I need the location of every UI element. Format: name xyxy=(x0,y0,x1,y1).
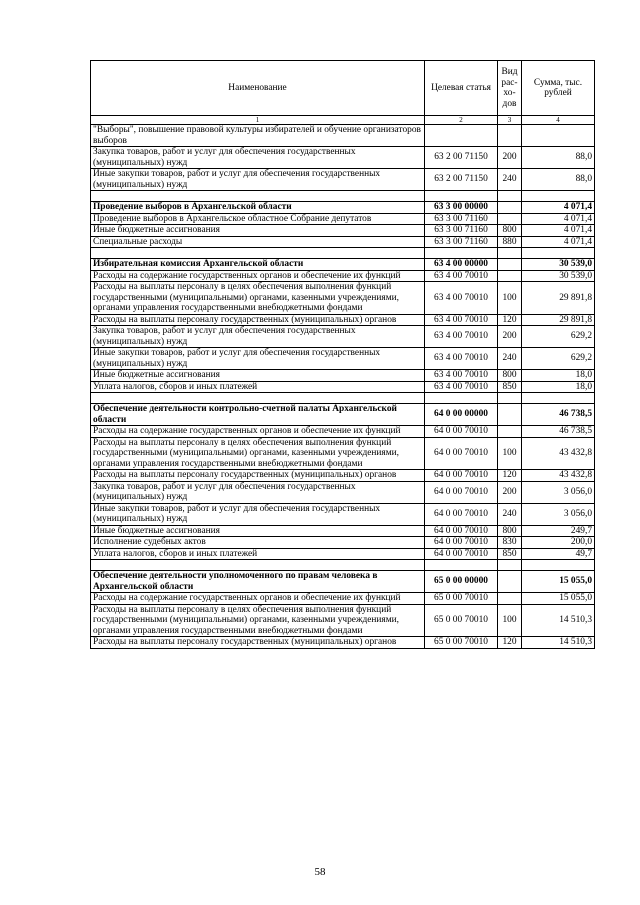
header-name: Наименование xyxy=(91,61,425,116)
cell-article: 64 0 00 70010 xyxy=(425,503,498,525)
column-number: 4 xyxy=(522,116,595,125)
table-row xyxy=(91,537,595,549)
cell-expense-type xyxy=(498,404,522,426)
cell-sum: 3 056,0 xyxy=(522,503,595,525)
section-row xyxy=(91,202,595,214)
empty-cell xyxy=(91,248,425,259)
table-row xyxy=(91,213,595,225)
cell-sum: 4 071,4 xyxy=(522,236,595,248)
empty-cell xyxy=(425,560,498,571)
cell-expense-type: 240 xyxy=(498,503,522,525)
table-row xyxy=(91,503,595,525)
cell-article: 63 2 00 71150 xyxy=(425,169,498,191)
cell-expense-type xyxy=(498,259,522,271)
cell-name: Расходы на содержание государственных органов и обеспечение их функций xyxy=(91,426,425,438)
cell-name: Иные бюджетные ассигнования xyxy=(91,525,425,537)
column-number-row xyxy=(91,116,595,125)
table-header-row xyxy=(91,61,595,116)
spacer-row xyxy=(91,191,595,202)
spacer-row xyxy=(91,248,595,259)
table-row xyxy=(91,169,595,191)
cell-expense-type: 880 xyxy=(498,236,522,248)
cell-sum: 15 055,0 xyxy=(522,571,595,593)
cell-name: Исполнение судебных актов xyxy=(91,537,425,549)
table-row xyxy=(91,548,595,560)
budget-table xyxy=(90,60,595,649)
cell-expense-type: 100 xyxy=(498,437,522,470)
table-row xyxy=(91,437,595,470)
empty-cell xyxy=(498,248,522,259)
spacer-row xyxy=(91,393,595,404)
column-number: 2 xyxy=(425,116,498,125)
cell-sum: 249,7 xyxy=(522,525,595,537)
empty-cell xyxy=(91,560,425,571)
cell-name: Обеспечение деятельности контрольно-счетной палаты Архангельской области xyxy=(91,404,425,426)
cell-sum: 29 891,8 xyxy=(522,282,595,315)
cell-sum: 4 071,4 xyxy=(522,225,595,237)
table-row xyxy=(91,270,595,282)
cell-expense-type xyxy=(498,125,522,147)
cell-name: Уплата налогов, сборов и иных платежей xyxy=(91,548,425,560)
cell-article: 64 0 00 70010 xyxy=(425,481,498,503)
empty-cell xyxy=(91,393,425,404)
cell-expense-type: 800 xyxy=(498,225,522,237)
cell-sum: 29 891,8 xyxy=(522,314,595,326)
cell-article: 64 0 00 70010 xyxy=(425,426,498,438)
cell-expense-type xyxy=(498,593,522,605)
cell-name: Иные закупки товаров, работ и услуг для обеспечения государственных (муниципальных) нужд xyxy=(91,348,425,370)
cell-name: Обеспечение деятельности уполномоченного по правам человека в Архангельской области xyxy=(91,571,425,593)
table-row xyxy=(91,381,595,393)
cell-expense-type: 200 xyxy=(498,326,522,348)
cell-name: Иные бюджетные ассигнования xyxy=(91,370,425,382)
cell-name: Расходы на выплаты персоналу государственных (муниципальных) органов xyxy=(91,470,425,482)
cell-name: Иные закупки товаров, работ и услуг для обеспечения государственных (муниципальных) нужд xyxy=(91,169,425,191)
table-row xyxy=(91,236,595,248)
column-number: 1 xyxy=(91,116,425,125)
cell-sum: 4 071,4 xyxy=(522,202,595,214)
cell-sum: 4 071,4 xyxy=(522,213,595,225)
cell-expense-type: 800 xyxy=(498,525,522,537)
cell-expense-type: 850 xyxy=(498,381,522,393)
table-row xyxy=(91,481,595,503)
table-row xyxy=(91,604,595,637)
empty-cell xyxy=(425,393,498,404)
cell-article: 63 4 00 70010 xyxy=(425,270,498,282)
cell-expense-type: 200 xyxy=(498,481,522,503)
cell-name: Расходы на содержание государственных органов и обеспечение их функций xyxy=(91,270,425,282)
cell-sum: 629,2 xyxy=(522,348,595,370)
empty-cell xyxy=(522,191,595,202)
cell-name: Иные закупки товаров, работ и услуг для обеспечения государственных (муниципальных) нужд xyxy=(91,503,425,525)
spacer-row xyxy=(91,560,595,571)
cell-expense-type: 120 xyxy=(498,470,522,482)
table-body xyxy=(91,125,595,649)
cell-name: Расходы на выплаты персоналу государственных (муниципальных) органов xyxy=(91,637,425,649)
empty-cell xyxy=(425,248,498,259)
cell-article: 64 0 00 70010 xyxy=(425,537,498,549)
cell-sum: 43 432,8 xyxy=(522,437,595,470)
cell-name: Избирательная комиссия Архангельской области xyxy=(91,259,425,271)
cell-sum: 14 510,3 xyxy=(522,604,595,637)
cell-expense-type: 200 xyxy=(498,147,522,169)
cell-expense-type xyxy=(498,571,522,593)
cell-sum: 18,0 xyxy=(522,381,595,393)
cell-sum: 200,0 xyxy=(522,537,595,549)
cell-article xyxy=(425,125,498,147)
cell-article: 63 4 00 00000 xyxy=(425,259,498,271)
empty-cell xyxy=(498,191,522,202)
table-row xyxy=(91,370,595,382)
cell-name: Расходы на выплаты персоналу в целях обеспечения выполнения функций государственными (муниципальными) органами, казенными учреждениями, органами управления государственными внебюджетными фондами xyxy=(91,437,425,470)
cell-name: Расходы на выплаты персоналу государственных (муниципальных) органов xyxy=(91,314,425,326)
cell-article: 64 0 00 70010 xyxy=(425,525,498,537)
cell-article: 63 4 00 70010 xyxy=(425,326,498,348)
cell-name: Расходы на выплаты персоналу в целях обеспечения выполнения функций государственными (муниципальными) органами, казенными учреждениями, органами управления государственными внебюджетными фондами xyxy=(91,282,425,315)
cell-sum: 49,7 xyxy=(522,548,595,560)
empty-cell xyxy=(522,248,595,259)
cell-article: 64 0 00 00000 xyxy=(425,404,498,426)
cell-article: 65 0 00 70010 xyxy=(425,593,498,605)
cell-article: 63 4 00 70010 xyxy=(425,314,498,326)
table-row xyxy=(91,470,595,482)
cell-sum: 14 510,3 xyxy=(522,637,595,649)
section-row xyxy=(91,404,595,426)
empty-cell xyxy=(498,560,522,571)
cell-article: 63 3 00 71160 xyxy=(425,225,498,237)
cell-article: 65 0 00 00000 xyxy=(425,571,498,593)
empty-cell xyxy=(425,191,498,202)
cell-sum: 3 056,0 xyxy=(522,481,595,503)
cell-sum: 30 539,0 xyxy=(522,270,595,282)
cell-sum: 88,0 xyxy=(522,147,595,169)
cell-expense-type: 240 xyxy=(498,348,522,370)
cell-expense-type: 240 xyxy=(498,169,522,191)
section-row xyxy=(91,571,595,593)
cell-expense-type xyxy=(498,270,522,282)
empty-cell xyxy=(522,393,595,404)
cell-article: 64 0 00 70010 xyxy=(425,437,498,470)
cell-expense-type: 120 xyxy=(498,637,522,649)
cell-expense-type: 100 xyxy=(498,282,522,315)
cell-expense-type xyxy=(498,426,522,438)
cell-name: Закупка товаров, работ и услуг для обеспечения государственных (муниципальных) нужд xyxy=(91,326,425,348)
empty-cell xyxy=(498,393,522,404)
table-row xyxy=(91,326,595,348)
cell-sum: 46 738,5 xyxy=(522,426,595,438)
cell-sum xyxy=(522,125,595,147)
cell-expense-type: 830 xyxy=(498,537,522,549)
cell-sum: 18,0 xyxy=(522,370,595,382)
empty-cell xyxy=(91,191,425,202)
cell-expense-type: 120 xyxy=(498,314,522,326)
table-row xyxy=(91,593,595,605)
cell-article: 63 4 00 70010 xyxy=(425,381,498,393)
table-row xyxy=(91,348,595,370)
table-row xyxy=(91,525,595,537)
cell-expense-type: 100 xyxy=(498,604,522,637)
header-expense-type: Вид рас-хо-дов xyxy=(498,61,522,116)
cell-article: 64 0 00 70010 xyxy=(425,548,498,560)
table-row xyxy=(91,225,595,237)
column-number: 3 xyxy=(498,116,522,125)
cell-article: 63 4 00 70010 xyxy=(425,348,498,370)
cell-article: 63 4 00 70010 xyxy=(425,282,498,315)
cell-name: Закупка товаров, работ и услуг для обеспечения государственных (муниципальных) нужд xyxy=(91,481,425,503)
cell-sum: 629,2 xyxy=(522,326,595,348)
table-row xyxy=(91,147,595,169)
cell-expense-type xyxy=(498,202,522,214)
cell-name: Специальные расходы xyxy=(91,236,425,248)
cell-sum: 15 055,0 xyxy=(522,593,595,605)
cell-name: Проведение выборов в Архангельской области xyxy=(91,202,425,214)
cell-expense-type xyxy=(498,213,522,225)
cell-sum: 43 432,8 xyxy=(522,470,595,482)
cell-name: Иные бюджетные ассигнования xyxy=(91,225,425,237)
table-row xyxy=(91,282,595,315)
table-row xyxy=(91,426,595,438)
cell-name: Расходы на выплаты персоналу в целях обеспечения выполнения функций государственными (муниципальными) органами, казенными учреждениями, органами управления государственными внебюджетными фондами xyxy=(91,604,425,637)
cell-article: 63 3 00 71160 xyxy=(425,236,498,248)
cell-sum: 46 738,5 xyxy=(522,404,595,426)
header-sum: Сумма, тыс. рублей xyxy=(522,61,595,116)
cell-sum: 30 539,0 xyxy=(522,259,595,271)
cell-name: Уплата налогов, сборов и иных платежей xyxy=(91,381,425,393)
cell-name: "Выборы", повышение правовой культуры избирателей и обучение организаторов выборов xyxy=(91,125,425,147)
cell-article: 65 0 00 70010 xyxy=(425,604,498,637)
header-article: Целевая статья xyxy=(425,61,498,116)
cell-name: Расходы на содержание государственных органов и обеспечение их функций xyxy=(91,593,425,605)
cell-expense-type: 850 xyxy=(498,548,522,560)
cell-article: 63 2 00 71150 xyxy=(425,147,498,169)
cell-article: 64 0 00 70010 xyxy=(425,470,498,482)
cell-article: 65 0 00 70010 xyxy=(425,637,498,649)
cell-article: 63 4 00 70010 xyxy=(425,370,498,382)
table-row xyxy=(91,125,595,147)
cell-article: 63 3 00 00000 xyxy=(425,202,498,214)
cell-expense-type: 800 xyxy=(498,370,522,382)
empty-cell xyxy=(522,560,595,571)
table-row xyxy=(91,314,595,326)
page-number: 58 xyxy=(314,866,326,878)
cell-article: 63 3 00 71160 xyxy=(425,213,498,225)
cell-sum: 88,0 xyxy=(522,169,595,191)
cell-name: Проведение выборов в Архангельское областное Собрание депутатов xyxy=(91,213,425,225)
section-row xyxy=(91,259,595,271)
cell-name: Закупка товаров, работ и услуг для обеспечения государственных (муниципальных) нужд xyxy=(91,147,425,169)
table-row xyxy=(91,637,595,649)
